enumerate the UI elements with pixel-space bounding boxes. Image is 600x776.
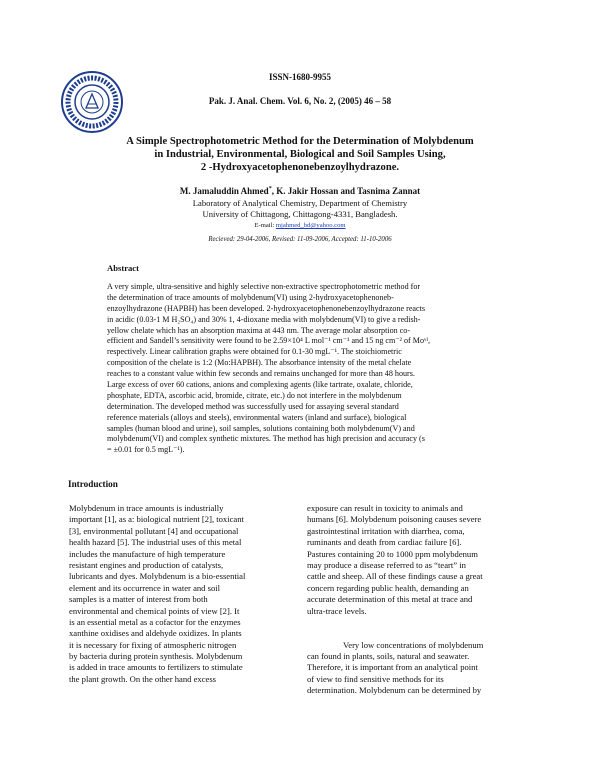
intro-line: exposure can result in toxicity to animals and [307, 503, 463, 513]
intro-line: ultra-trace levels. [307, 605, 367, 616]
abstract-line: Large excess of over 60 cations, anions and complexing agents (like tartrate, oxalate, chloride, [107, 380, 413, 390]
intro-line: by bacteria during protein synthesis. Molybdenum [69, 651, 243, 662]
email-label: E-mail: [254, 222, 276, 229]
intro-line: it is necessary for fixing of atmospheric nitrogen [69, 639, 237, 650]
title-line: A Simple Spectrophotometric Method for the Determination of Molybdenum [126, 136, 474, 147]
intro-line: Pastures containing 20 to 1000 ppm molybdenum [307, 548, 478, 559]
affiliation-line: University of Chittagong, Chittagong-4331, Bangladesh. [202, 209, 398, 219]
intro-line: Very low concentrations of molybdenum [343, 639, 484, 650]
email-link[interactable]: mjahmed_bd@yahoo.com [275, 222, 346, 229]
abstract-line: efficient and Sandell’s sensitivity were found to be 2.59×10⁴ L mol⁻¹ cm⁻¹ and 15 ng cm⁻² of Moᵛᴵ, [107, 336, 431, 346]
intro-line: [3], environmental pollutant [4] and occupational [69, 525, 239, 536]
intro-line: is an essential metal as a cofactor for the enzymes [69, 616, 241, 627]
abstract-line: = ±0.01 for 0.5 mgL⁻¹). [107, 445, 185, 455]
intro-line: Therefore, it is important from an analytical point [307, 662, 478, 673]
intro-line: xanthine oxidises and aldehyde oxidizes. In plants [69, 628, 242, 639]
intro-right-column [307, 503, 537, 697]
author-list [0, 186, 600, 196]
intro-line: element and its occurrence in water and soil [69, 582, 221, 593]
corresponding-mark: * [268, 186, 272, 192]
title-line: in Industrial, Environmental, Biological and Soil Samples Using, [154, 149, 446, 160]
intro-line: humans [6]. Molybdenum poisoning causes severe [307, 514, 482, 525]
paper-title [0, 135, 600, 174]
intro-line: is added in trace amounts to fertilizers to stimulate [69, 662, 243, 673]
intro-line: health hazard [5]. The industrial uses of this metal [69, 537, 242, 548]
intro-line: resistant engines and production of catalysts, [69, 559, 224, 570]
abstract-line: yellow chelate which has an absorption maxima at 443 nm. The average molar absorption co- [107, 325, 411, 335]
abstract-line: samples (human blood and urine), soil samples, solutions containing both molybdenum(V) and [107, 423, 415, 433]
intro-line: determination. Molybdenum can be determined by [307, 685, 482, 696]
abstract-heading: Abstract [107, 263, 139, 273]
intro-line: important [1], as a: biological nutrient [2], toxicant [69, 514, 244, 525]
abstract-line: enzoylhydrazone (HAPBH) has been developed. 2-hydroxyacetophenonebenzoylhydrazone reacts [107, 303, 426, 313]
abstract-line: reaches to a constant value within few seconds and remains unchanged for more than 48 hours. [107, 369, 415, 379]
intro-line: includes the manufacture of high temperature [69, 548, 226, 559]
intro-line: can found in plants, soils, natural and seawater. [307, 651, 470, 662]
abstract-line: phosphate, EDTA, ascorbic acid, bromide, citrate, etc.) do not interfere in the molybdenum [107, 390, 402, 400]
abstract-line: the determination of trace amounts of molybdenum(VI) using 2-hydroxyacetophenoneb- [107, 292, 394, 302]
intro-line: ruminants and death from cardiac failure [6]. [307, 537, 462, 548]
email-line [0, 222, 600, 229]
intro-line: Molybdenum in trace amounts is industrially [69, 503, 224, 513]
abstract-line: determination. The developed method was successfully used for assaying several standard [107, 401, 399, 411]
intro-line: lubricants and dyes. Molybdenum is a bio-essential [69, 571, 246, 582]
intro-line: may produce a disease referred to as “teart” in [307, 559, 466, 570]
intro-line: of view to find sensitive methods for its [307, 673, 444, 684]
received-dates: Recieved: 29-04-2006, Revised: 11-09-2006, Accepted: 11-10-2006 [208, 236, 392, 243]
intro-line: samples is a matter of interest from both [69, 594, 208, 605]
author-primary: M. Jamaluddin Ahmed [179, 186, 269, 196]
affiliation [0, 198, 600, 220]
intro-left-column [69, 503, 299, 685]
paragraph-gap [307, 628, 537, 639]
title-line: 2 -Hydroxyacetophenonebenzoylhydrazone. [200, 162, 400, 173]
affiliation-line: Laboratory of Analytical Chemistry, Department of Chemistry [192, 198, 408, 208]
abstract-line: reference materials (alloys and steels), environmental waters (inland and surface), biological [107, 412, 407, 422]
abstract-line: respectively. Linear calibration graphs were obtained for 0.1-30 mgL⁻¹. The stoichiometric [107, 347, 402, 357]
paragraph-gap [307, 617, 537, 628]
abstract-line: A very simple, ultra-sensitive and highly selective non-extractive spectrophotometric method for [107, 282, 421, 291]
intro-line: cattle and sheep. All of these findings cause a great [307, 571, 483, 582]
intro-line: accurate determination of this metal at trace and [307, 594, 473, 605]
journal-citation: Pak. J. Anal. Chem. Vol. 6, No. 2, (2005) 46 – 58 [208, 96, 392, 106]
intro-line: the plant growth. On the other hand excess [69, 673, 217, 684]
intro-line: gastrointestinal irritation with diarrhea, coma, [307, 525, 465, 536]
abstract-line: composition of the chelate is 1:2 (Mo:HAPBH). The absorbance intensity of the metal chelate [107, 358, 412, 368]
abstract-line: in acidic (0.03-1 M H₂SO₄) and 30% 1, 4-dioxane media with molybdenum(VI) to give a redish- [107, 314, 421, 324]
author-others: , K. Jakir Hossan and Tasnima Zannat [271, 186, 421, 196]
intro-line: concern regarding public health, demanding an [307, 582, 469, 593]
issn: ISSN-1680-9955 [268, 72, 331, 82]
abstract-text [107, 282, 495, 456]
introduction-heading: Introduction [68, 479, 118, 489]
intro-line: environmental and chemical points of view [2]. It [69, 605, 240, 616]
abstract-line: molybdenum(VI) and complex synthetic mixtures. The method has high precision and accuracy (s [107, 434, 425, 444]
